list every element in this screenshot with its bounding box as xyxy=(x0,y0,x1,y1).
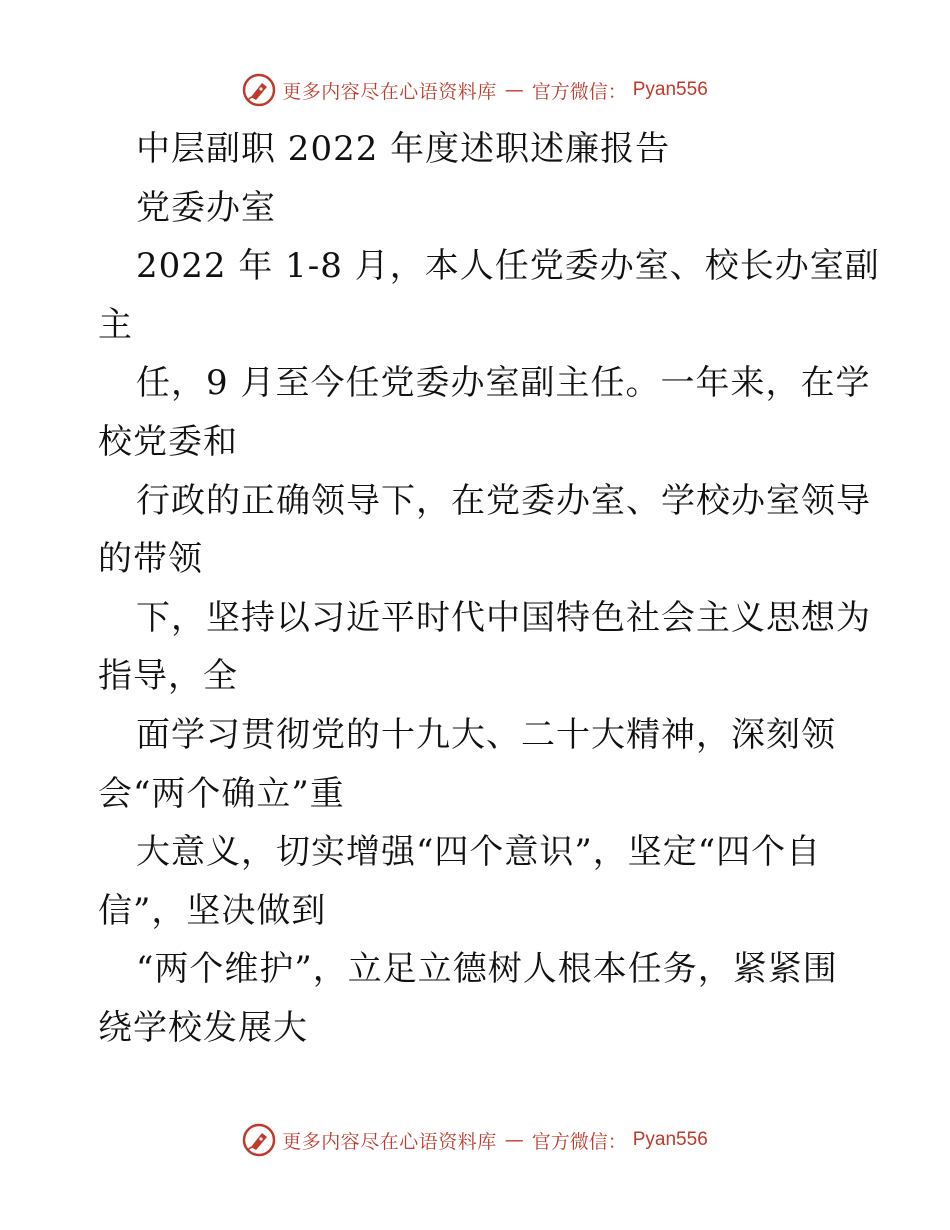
banner-contact-id: Pyan556 xyxy=(632,1129,708,1150)
banner-text: 更多内容尽在心语资料库 xyxy=(282,80,497,103)
banner-contact-label: 官方微信： xyxy=(531,1130,627,1153)
banner-contact-label: 官方微信： xyxy=(531,80,627,103)
text-line: “两个维护”，立足立德树人根本任务，紧紧围 xyxy=(136,949,838,990)
banner-dash: — xyxy=(504,79,524,101)
document-title: 中层副职 2022 年度述职述廉报告 xyxy=(136,129,671,169)
text-line: 的带领 xyxy=(98,539,203,580)
text-line: 指导，全 xyxy=(98,656,238,697)
pen-nib-logo-icon xyxy=(242,73,276,107)
banner-contact-id: Pyan556 xyxy=(632,79,708,100)
text-line: 任，9 月至今任党委办室副主任。一年来，在学 xyxy=(136,363,871,404)
pen-nib-logo-icon xyxy=(242,1123,276,1157)
header-banner xyxy=(0,70,950,110)
text-line: 行政的正确领导下，在党委办室、学校办室领导 xyxy=(136,480,871,521)
text-line: 信”，坚决做到 xyxy=(98,890,327,931)
document-body xyxy=(98,120,880,1058)
text-line: 会“两个确立”重 xyxy=(98,773,345,814)
text-line: 面学习贯彻党的十九大、二十大精神，深刻领 xyxy=(136,714,836,755)
banner-dash: — xyxy=(504,1129,524,1151)
text-line: 2022 年 1-8 月，本人任党委办室、校长办室副 xyxy=(136,246,880,287)
text-line: 大意义，切实增强“四个意识”，坚定“四个自 xyxy=(136,832,822,873)
text-line: 主 xyxy=(98,304,133,345)
banner-text: 更多内容尽在心语资料库 xyxy=(282,1130,497,1153)
department-name: 党委办室 xyxy=(136,187,276,228)
text-line: 校党委和 xyxy=(98,421,238,462)
text-line: 绕学校发展大 xyxy=(98,1007,308,1048)
text-line: 下，坚持以习近平时代中国特色社会主义思想为 xyxy=(136,597,871,638)
footer-banner xyxy=(0,1120,950,1160)
